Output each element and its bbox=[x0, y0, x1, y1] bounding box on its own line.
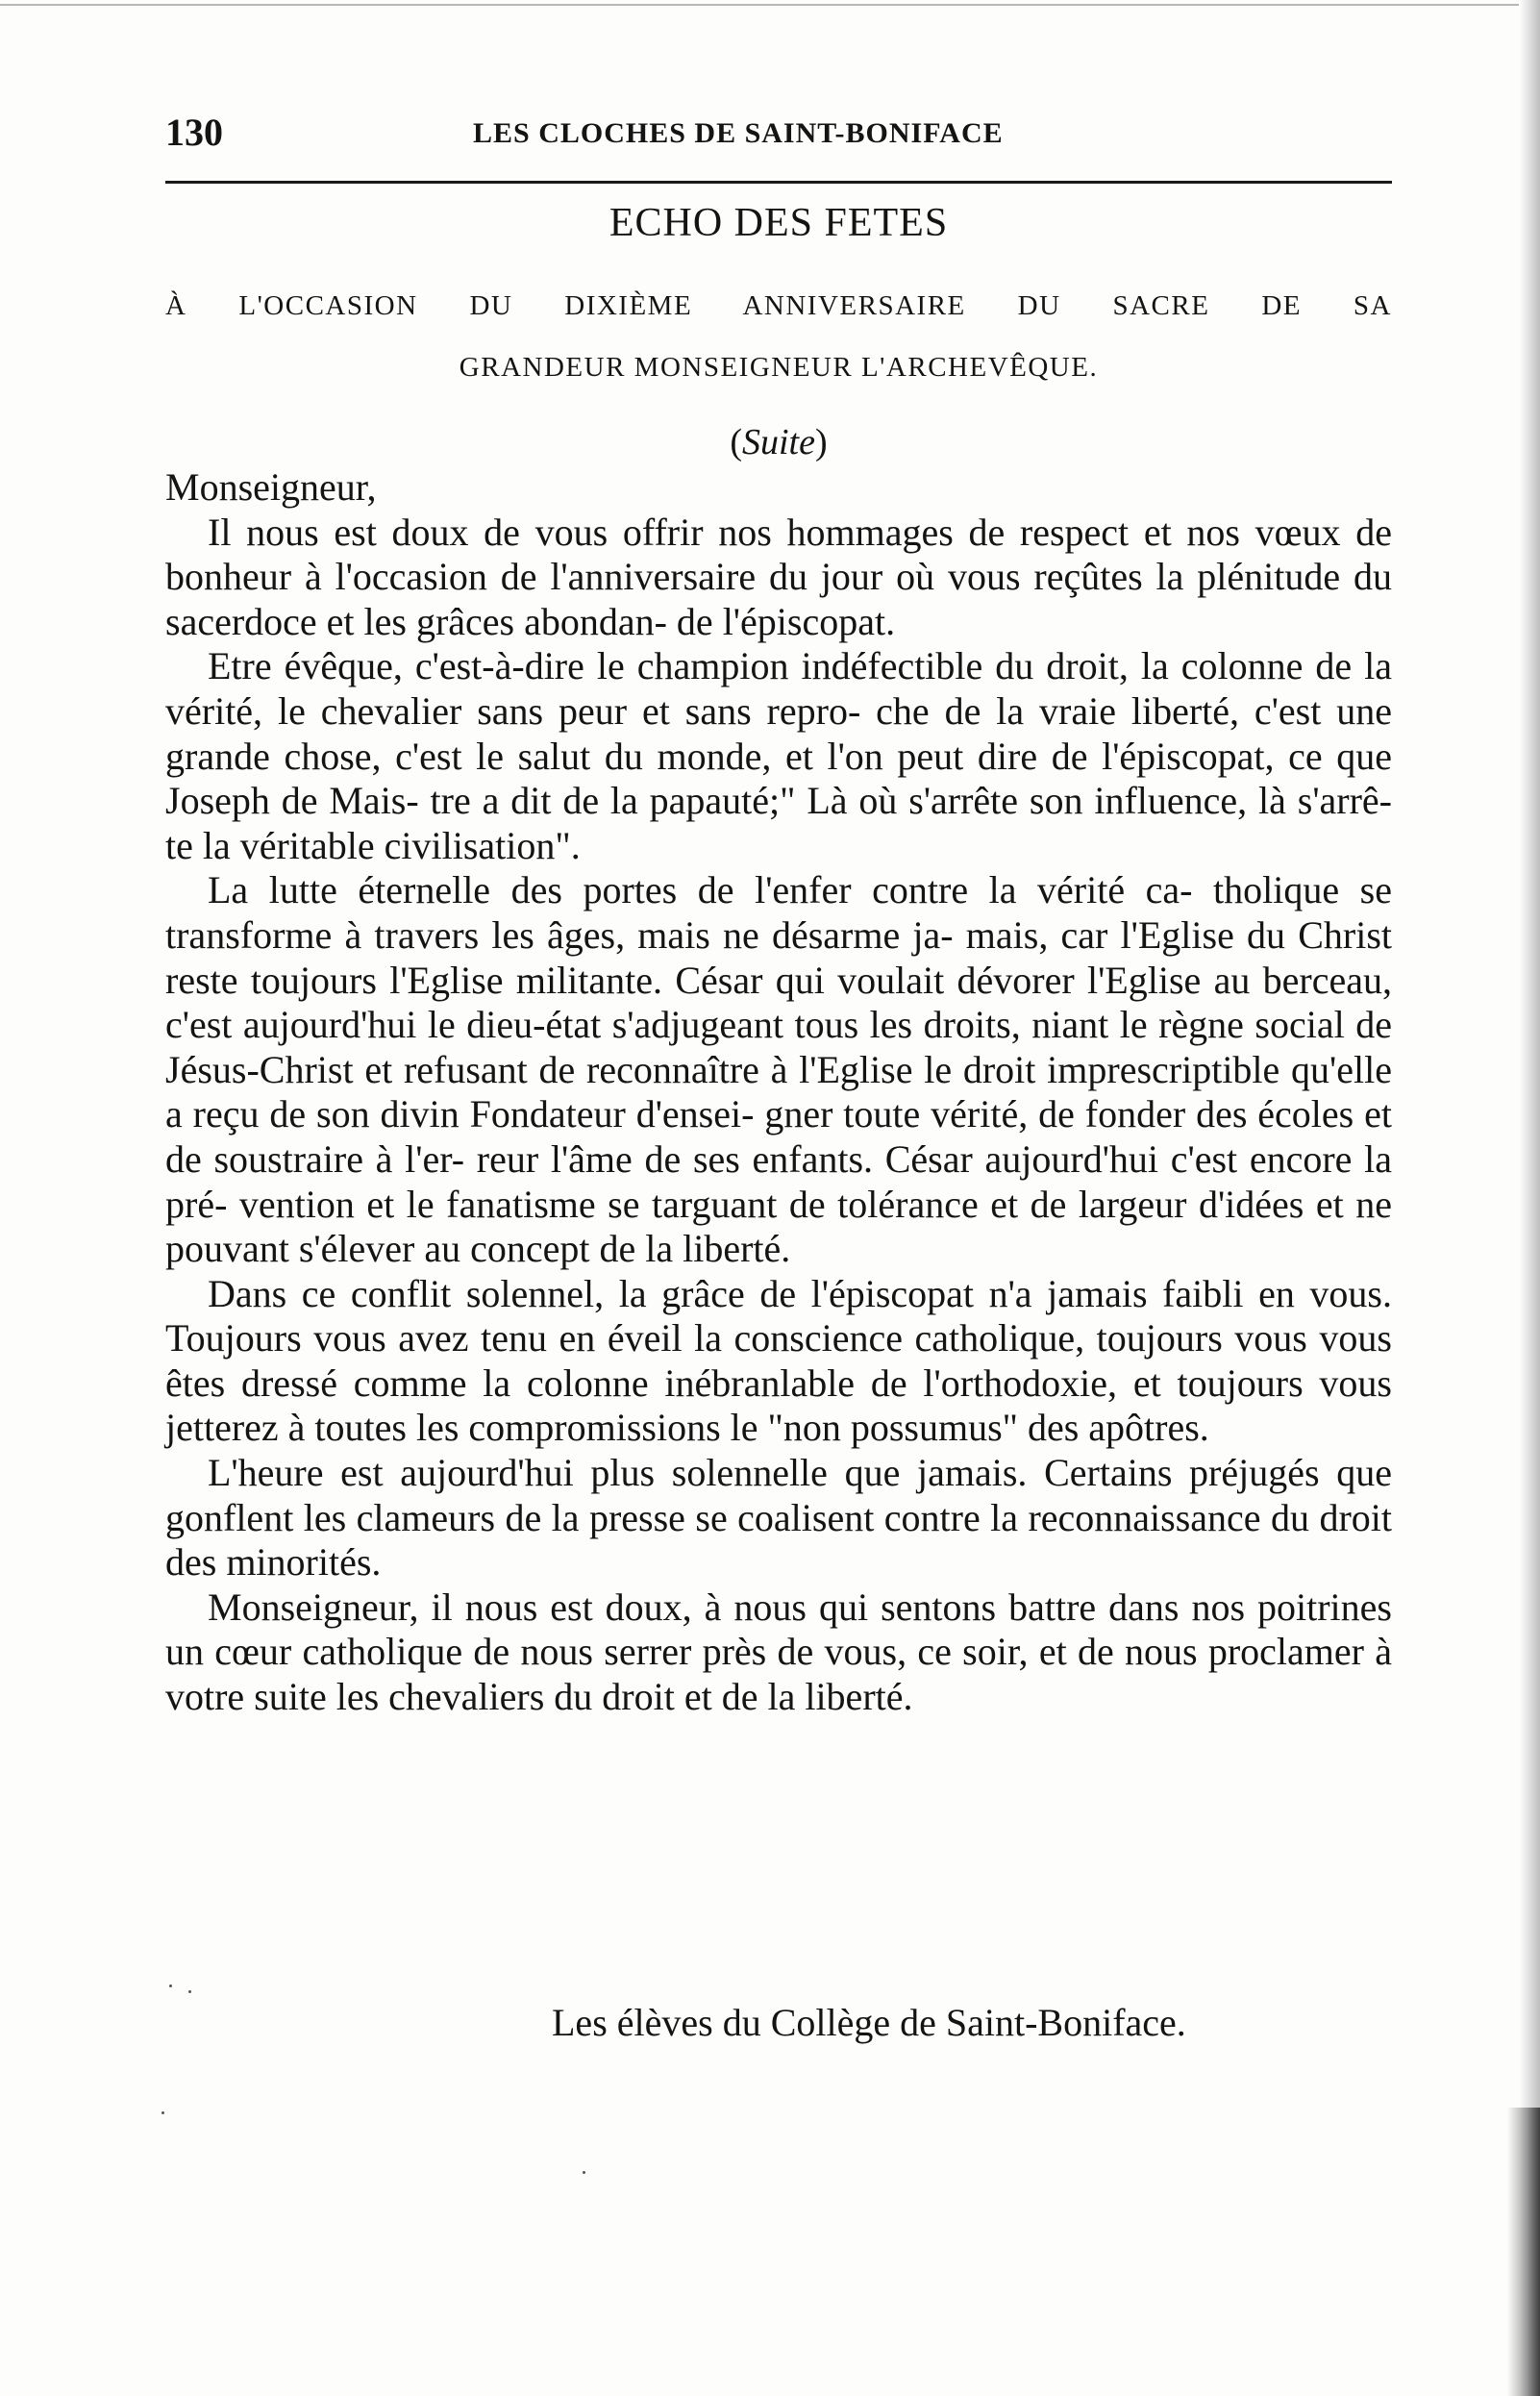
suite-word: Suite bbox=[742, 422, 815, 462]
print-speck bbox=[583, 2171, 585, 2174]
salutation: Monseigneur, bbox=[165, 465, 377, 509]
signature: Les élèves du Collège de Saint-Boniface. bbox=[552, 2001, 1186, 2044]
paragraph-6: Monseigneur, il nous est doux, à nous qui sentons battre dans nos poitrines un cœur catholique de nous serrer près de vous, ce soir, et de nous proclamer à votre suite les chevaliers du droit et de la liberté. bbox=[165, 1585, 1392, 1719]
suite-close: ) bbox=[814, 422, 828, 462]
print-speck bbox=[161, 2111, 164, 2114]
page-corner-shadow bbox=[1507, 2108, 1540, 2396]
page-number: 130 bbox=[165, 111, 223, 154]
letter-body bbox=[165, 465, 1392, 1720]
header-rule bbox=[165, 181, 1392, 184]
paragraph-5: L'heure est aujourd'hui plus solennelle que jamais. Certains préjugés que gonflent les clameurs de la presse se coalisent contre la reconnaissance du droit des minorités. bbox=[165, 1451, 1392, 1585]
subtitle-line-1: À L'OCCASION DU DIXIÈME ANNIVERSAIRE DU SACRE DE SA bbox=[165, 290, 1392, 321]
page-right-edge-shadow bbox=[1519, 0, 1540, 2396]
print-speck bbox=[188, 1990, 191, 1993]
section-title: ECHO DES FETES bbox=[609, 201, 949, 245]
print-speck bbox=[169, 1984, 172, 1987]
running-title: LES CLOCHES DE SAINT-BONIFACE bbox=[473, 117, 1004, 149]
paragraph-2: Etre évêque, c'est-à-dire le champion indéfectible du droit, la colonne de la vérité, le chevalier sans peur et sans repro- che de la vraie liberté, c'est une grande chose, c'est le salut du monde, et l'on peut dire de l'épiscopat, ce que Joseph de Mais- tre a dit de la papauté;" Là où s'arrête son influence, là s'arrê- te la véritable civilisation". bbox=[165, 644, 1392, 867]
page-top-edge bbox=[0, 4, 1540, 6]
subtitle-line-2: GRANDEUR MONSEIGNEUR L'ARCHEVÊQUE. bbox=[459, 352, 1099, 383]
paragraph-1: Il nous est doux de vous offrir nos hommages de respect et nos vœux de bonheur à l'occasion de l'anniversaire du jour où vous reçûtes la plénitude du sacerdoce et les grâces abondan- de l'épiscopat. bbox=[165, 510, 1392, 643]
paragraph-3: La lutte éternelle des portes de l'enfer contre la vérité ca- tholique se transforme à travers les âges, mais ne désarme ja- mais, car l'Eglise du Christ reste toujours l'Eglise militante. César qui voulait dévorer l'Eglise au berceau, c'est aujourd'hui le dieu-état s'adjugeant tous les droits, niant le règne social de Jésus-Christ et refusant de reconnaître à l'Eglise le droit imprescriptible qu'elle a reçu de son divin Fondateur d'ensei- gner toute vérité, de fonder des écoles et de soustraire à l'er- reur l'âme de ses enfants. César aujourd'hui c'est encore la pré- vention et le fanatisme se targuant de tolérance et de largeur d'idées et ne pouvant s'élever au concept de la liberté. bbox=[165, 868, 1392, 1271]
suite-open: ( bbox=[730, 422, 742, 462]
running-header bbox=[165, 104, 1392, 162]
suite-note bbox=[165, 421, 1392, 463]
paragraph-4: Dans ce conflit solennel, la grâce de l'épiscopat n'a jamais faibli en vous. Toujours vous avez tenu en éveil la conscience catholique, toujours vous vous êtes dressé comme la colonne inébranlable de l'orthodoxie, et toujours vous jetterez à toutes les compromissions le "non possumus" des apôtres. bbox=[165, 1271, 1392, 1450]
